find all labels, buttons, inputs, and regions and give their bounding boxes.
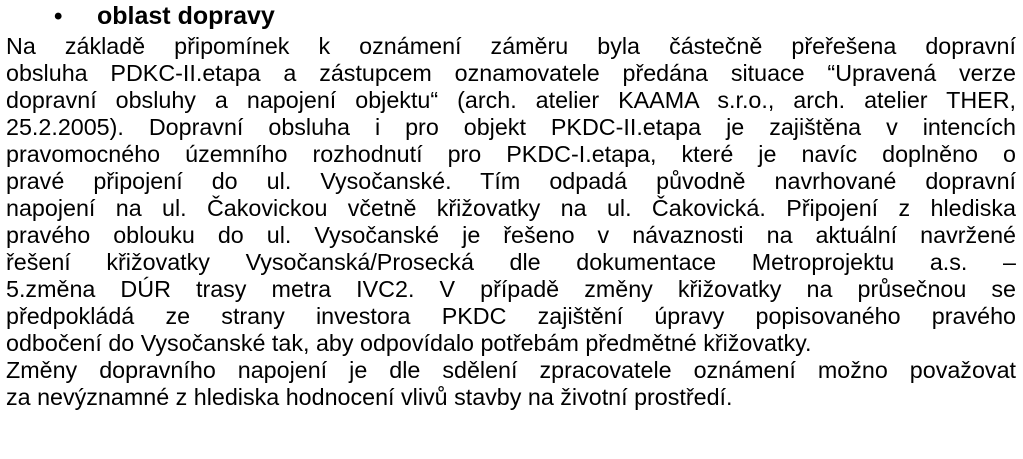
section-heading: [0, 0, 1023, 33]
paragraph-line: 25.2.2005). Dopravní obsluha i pro objekt PKDC-II.etapa je zajištěna v intencích: [6, 114, 1016, 140]
paragraph-line: Na základě připomínek k oznámení záměru byla částečně přeřešena dopravní: [6, 33, 1016, 59]
paragraph-line: pravé připojení do ul. Vysočanské. Tím odpadá původně navrhované dopravní: [6, 168, 1016, 194]
paragraph-line: za nevýznamné z hlediska hodnocení vlivů stavby na životní prostředí.: [6, 384, 733, 410]
paragraph-line: řešení křižovatky Vysočanská/Prosecká dle dokumentace Metroprojektu a.s. –: [6, 249, 1016, 275]
paragraph-line: Změny dopravního napojení je dle sdělení zpracovatele oznámení možno považovat: [6, 357, 1016, 383]
paragraph-line: pravomocného územního rozhodnutí pro PKDC-I.etapa, které je navíc doplněno o: [6, 141, 1016, 167]
paragraph-line: 5.změna DÚR trasy metra IVC2. V případě změny křižovatky na průsečnou se: [6, 276, 1016, 302]
bullet-icon: •: [54, 3, 63, 30]
paragraph-line: předpokládá ze strany investora PKDC zajištění úpravy popisovaného pravého: [6, 303, 1016, 329]
paragraph-line: odbočení do Vysočanské tak, aby odpovídalo potřebám předmětné křižovatky.: [6, 330, 812, 356]
section-title: oblast dopravy: [97, 2, 275, 30]
paragraph-line: dopravní obsluhy a napojení objektu“ (arch. atelier KAAMA s.r.o., arch. atelier THER,: [6, 87, 1016, 113]
paragraph-line: pravého oblouku do ul. Vysočanské je řešeno v návaznosti na aktuální navržené: [6, 222, 1016, 248]
paragraph-line: napojení na ul. Čakovickou včetně křižovatky na ul. Čakovická. Připojení z hlediska: [6, 195, 1016, 221]
paragraph-line: obsluha PDKC-II.etapa a zástupcem oznamovatele předána situace “Upravená verze: [6, 60, 1016, 86]
